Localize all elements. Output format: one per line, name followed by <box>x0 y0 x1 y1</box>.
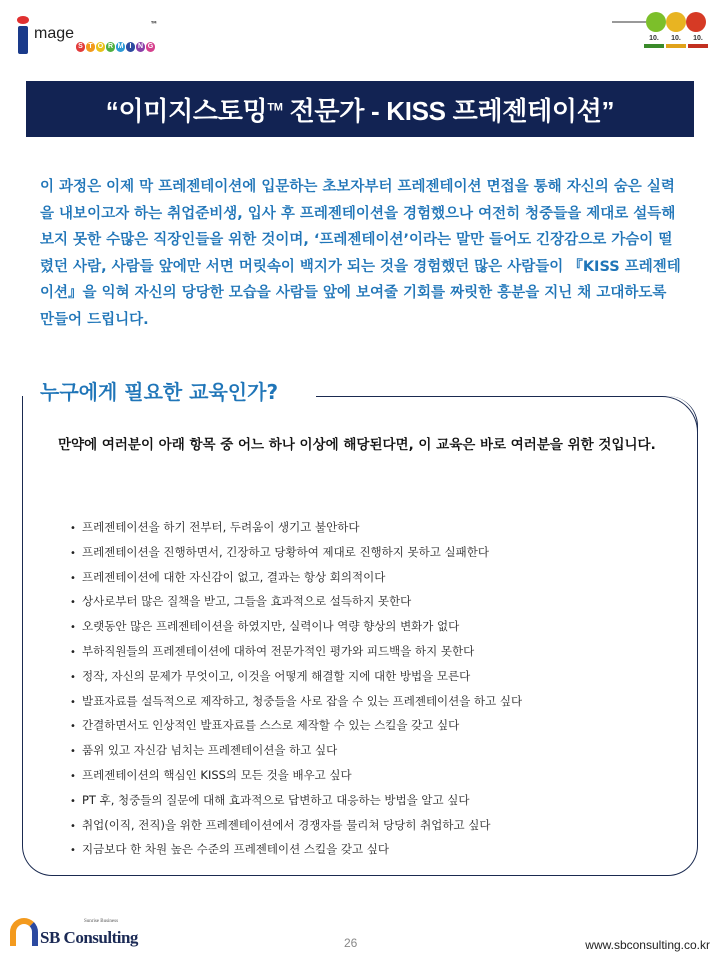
fruit-logo <box>612 4 712 50</box>
list-item <box>70 838 670 863</box>
bullet-icon: • <box>70 746 76 758</box>
bullet-icon: • <box>70 646 76 658</box>
section-heading: 누구에게 필요한 교육인가? <box>40 376 286 405</box>
intro-paragraph: 이 과정은 이제 막 프레젠테이션에 입문하는 초보자부터 프레젠테이션 면접을 통해 자신의 숨은 실력을 내보이고자 하는 취업준비생, 입사 후 프레젠테이션을 경험했으나 여전히 청중들을 제대로 설득해보지 못한 수많은 직장인들을 위한 것이며, ‘프레젠테이션’이라는 말만 들어도 긴장감으로 가슴이 떨렸던 사람, 사람들 앞에만 서면 머릿속이 백지가 되는 것을 경험했던 많은 사람들이 『KISS 프레젠테이션』을 익혀 자신의 당당한 모습을 사람들 앞에 보여줄 기회를 짜릿한 흥분을 지닌 채 고대하도록 만들어 드립니다. <box>40 179 681 328</box>
bullet-icon: • <box>70 572 76 584</box>
title-tm: TM <box>267 100 283 113</box>
list-item-text: 부하직원들의 프레젠테이션에 대하여 전문가적인 평가와 피드백을 하지 못한다 <box>82 643 475 658</box>
logo-i-dot <box>17 16 29 24</box>
page-number: 26 <box>344 936 358 950</box>
list-item-text: 지금보다 한 차원 높은 수준의 프레젠테이션 스킬을 갖고 싶다 <box>82 842 389 857</box>
tomato-icon <box>686 12 706 32</box>
storm-letter: T <box>86 42 95 52</box>
fruit-label: 10. <box>666 34 686 48</box>
storm-letter: O <box>97 43 104 50</box>
list-item <box>70 590 670 615</box>
fruit-labels <box>644 34 708 48</box>
section-lead: 만약에 여러분이 아래 항목 중 어느 하나 이상에 해당된다면, 이 교육은 바로 여러분을 위한 것입니다. <box>58 437 656 453</box>
list-item <box>70 739 670 764</box>
list-item <box>70 566 670 591</box>
list-item <box>70 690 670 715</box>
sb-consulting-logo <box>10 916 140 956</box>
list-item <box>70 665 670 690</box>
storm-letter: M <box>117 43 124 50</box>
list-item <box>70 814 670 839</box>
list-item <box>70 615 670 640</box>
title-rest: 전문가 - KISS 프레젠테이션” <box>282 95 615 126</box>
logo-text: mage <box>34 25 75 42</box>
list-item-text: 프레젠테이션을 진행하면서, 긴장하고 당황하여 제대로 진행하지 못하고 실패한다 <box>82 544 489 559</box>
list-item-text: 상사로부터 많은 질책을 받고, 그들을 효과적으로 설득하지 못한다 <box>82 594 412 609</box>
bullet-icon: • <box>70 770 76 782</box>
list-item <box>70 714 670 739</box>
list-item-text: 간결하면서도 인상적인 발표자료를 스스로 제작할 수 있는 스킬을 갖고 싶다 <box>82 718 460 733</box>
list-item-text: 프레젠테이션을 하기 전부터, 두려움이 생기고 불안하다 <box>82 520 360 534</box>
title-banner <box>26 81 694 137</box>
bullet-icon: • <box>70 622 76 634</box>
page-title <box>106 91 615 128</box>
logo-i-stem <box>18 26 28 54</box>
bullet-icon: • <box>70 523 76 534</box>
title-main: “이미지스토밍 <box>105 95 268 126</box>
logo-storming-letters <box>76 42 155 52</box>
green-apple-icon <box>646 12 666 32</box>
storm-letter: I <box>126 42 135 52</box>
storm-letter: G <box>147 43 154 50</box>
list-item <box>70 789 670 814</box>
bullet-icon: • <box>70 696 76 708</box>
logo-trademark: ™ <box>150 20 158 29</box>
list-item-text: 발표자료를 설득적으로 제작하고, 청중들을 사로 잡을 수 있는 프레젠테이션을 하고 싶다 <box>82 693 523 708</box>
storm-letter: R <box>107 43 114 50</box>
list-item-text: 취업(이직, 전직)을 위한 프레젠테이션에서 경쟁자를 물리쳐 당당히 취업하고 싶다 <box>82 817 491 832</box>
list-item-text: 오랫동안 많은 프레젠테이션을 하였지만, 실력이나 역량 향상의 변화가 없다 <box>82 619 460 634</box>
list-item <box>70 640 670 665</box>
list-item <box>70 764 670 789</box>
website-url: www.sbconsulting.co.kr <box>585 938 710 952</box>
skewer-icon <box>612 21 646 23</box>
list-item-text: 프레젠테이션에 대한 자신감이 없고, 결과는 항상 회의적이다 <box>82 569 386 584</box>
storm-letter: N <box>137 43 144 50</box>
bullet-icon: • <box>70 845 76 857</box>
fruit-label: 10. <box>644 34 664 48</box>
bullet-icon: • <box>70 547 76 559</box>
bullet-icon: • <box>70 597 76 609</box>
logo-tagline: Sunrise Business <box>84 919 119 924</box>
logo-text: SB Consulting <box>40 928 138 947</box>
orange-fruit-icon <box>666 12 686 32</box>
list-item-text: 품위 있고 자신감 넘치는 프레젠테이션을 하고 싶다 <box>82 743 338 758</box>
bullet-icon: • <box>70 820 76 832</box>
list-item-text: 프레젠테이션의 핵심인 KISS의 모든 것을 배우고 싶다 <box>82 767 352 782</box>
box-top-border <box>316 396 656 397</box>
imagestorming-logo <box>12 16 162 56</box>
fruit-label: 10. <box>688 34 708 48</box>
bullet-icon: • <box>70 795 76 807</box>
list-item <box>70 516 670 541</box>
storm-letter: S <box>76 42 85 52</box>
list-item <box>70 541 670 566</box>
sb-arch-icon <box>10 918 38 946</box>
list-item-text: PT 후, 청중들의 질문에 대해 효과적으로 답변하고 대응하는 방법을 알고 싶다 <box>82 792 470 807</box>
bullet-icon: • <box>70 671 76 683</box>
audience-list <box>70 516 670 863</box>
list-item-text: 정작, 자신의 문제가 무엇이고, 이것을 어떻게 해결할 지에 대한 방법을 모른다 <box>82 668 471 683</box>
bullet-icon: • <box>70 721 76 733</box>
